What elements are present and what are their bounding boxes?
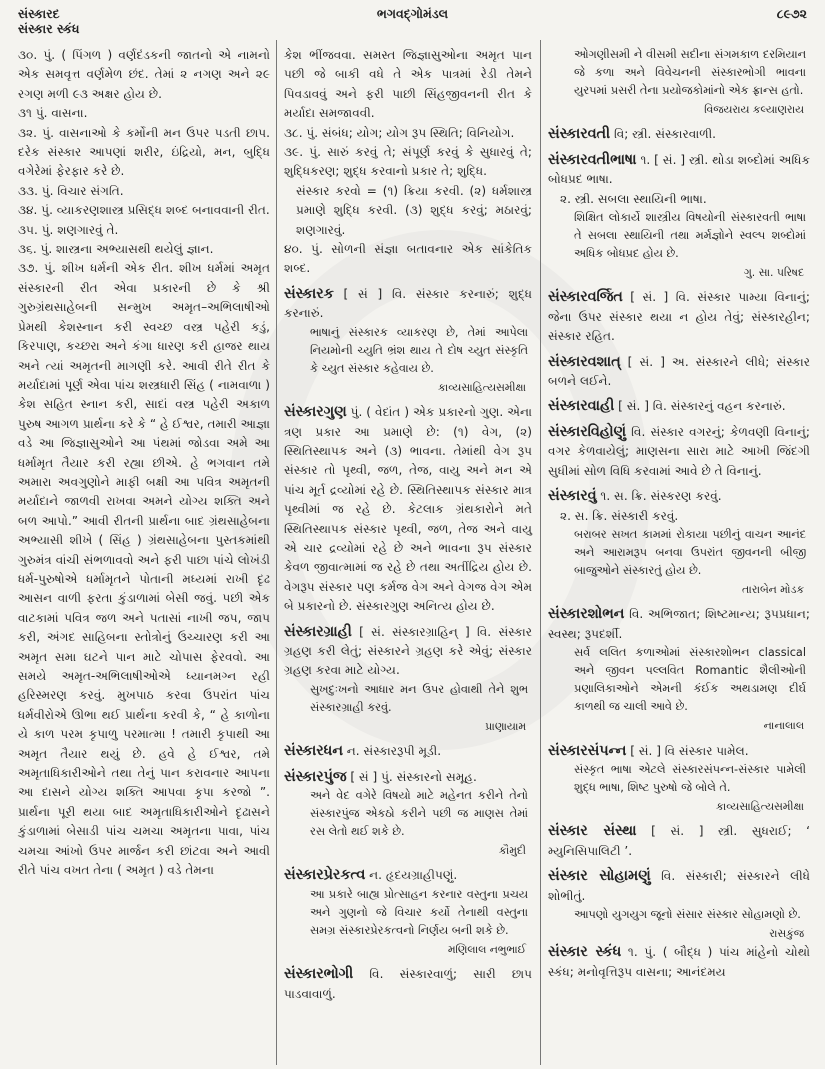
entry-sanskarvahi [548, 397, 810, 416]
quote-source: પ્રાણાયામ [485, 719, 526, 733]
entry-sanskarshobhan [548, 605, 810, 644]
definition: ૧. પું. ( બૌદ્ધ ) પાંચ માંહેનો ચોથો સ્કંધ; મનોવૃત્તિરૂપ વાસના; આનંદમય [548, 945, 811, 979]
headword: સંસ્કારક [284, 285, 334, 302]
headword: સંસ્કારવાહી [548, 398, 615, 415]
definition: [ સં. ] સ્ત્રી. સુધરાઈ; ‘ મ્યુનિસિપાલિટી ’. [548, 824, 810, 858]
sense-39: ૩૯. પું. સારું કરવું તે; સંપૂર્ણ કરવું કે સુધારવું તે; શુદ્ધિકરણ; શુદ્ધ કરવાનો પ્રકાર તે; શુદ્ધિ. [284, 145, 532, 179]
quotation: શિક્ષિત લોકાર્યે શાસ્ત્રીય વિષયોની સંસ્કારવતી ભાષા તે સબલા સ્થાયિની તથા મર્મજ્ઞોને સ્વલ્પ શબ્દોમાં અધિક બોધપ્રદ હોય છે. [574, 211, 806, 261]
headword: સંસ્કારવતી [548, 126, 611, 143]
quotation: સુખદુઃખનો આધાર મન ઉપર હોવાથી તેને શુભ સંસ્કારગ્રાહી કરવું. [310, 682, 528, 714]
quote-source: વિજયરાય કલ્યાણરાય [704, 103, 804, 116]
headword: સંસ્કારવું [548, 488, 597, 505]
entry-sanskargrahi [284, 623, 532, 681]
headword: સંસ્કારપ્રેરકત્વ [284, 867, 366, 884]
quotation: ઓગણીસમી ને વીસમી સદીના સંગમકાળ દરમિયાન જે કળા અને વિવેચનની સંસ્કારભોગી ભાવના યુરપમાં પ્રસરી તેના પ્રયોજકોમાંનો એક ફ્રાન્સ હતો. [574, 48, 806, 97]
entry-sanskarprerakatva [284, 866, 532, 885]
headword: સંસ્કારગુણ [284, 404, 347, 421]
entry-sanskar-sohamanu [548, 867, 810, 906]
headword: સંસ્કારવશાત્ [548, 353, 621, 370]
quote-source: ગુ. સા. પરિષદ [743, 266, 804, 280]
definition: [ સં. સંસ્કારગ્રાહિન્ ] વિ. સંસ્કાર ગ્રહણ કરી લેતું; સંસ્કારને ગ્રહણ કરે એવું; સંસ્કાર ગ્રહણ કરવા માટે યોગ્ય. [284, 624, 532, 678]
headword: સંસ્કાર સંસ્થા [548, 823, 637, 840]
definition: [ સં ] વિ. સંસ્કાર કરનારું; શુદ્ધ કરનારું. [284, 286, 532, 321]
definition: વિ; સ્ત્રી. સંસ્કારવાળી. [613, 127, 717, 142]
entry-sanskarguna [284, 403, 532, 616]
entry-sanskarbhogi [284, 965, 532, 1004]
headword: સંસ્કારપુંજ [284, 768, 347, 785]
entry-sanskarvu [548, 487, 810, 506]
entry-sanskarpunj [284, 768, 532, 787]
sense-35: ૩૫. પું. શણગારવું તે. [18, 222, 119, 237]
sense-34: ૩૪. પું. વ્યાકરણશાસ્ત્ર પ્રસિદ્ધ શબ્દ બનાવવાની રીત. [18, 203, 270, 218]
definition: વિ. સંસ્કારી; સંસ્કારને લીધે શોભીતું. [548, 869, 810, 903]
sense-36: ૩૬. પું. શાસ્ત્રના અભ્યાસથી થયેલું જ્ઞાન. [18, 242, 214, 257]
definition: [ સં. ] વિ. સંસ્કારનું વહન કરનારું. [618, 399, 786, 414]
entry-sanskar-sanstha [548, 822, 810, 861]
definition: ૧. સ. ક્રિ. સંસ્કરણ કરવું. [600, 489, 722, 504]
quote-source: કાવ્યસાહિત્યસમીક્ષા [715, 799, 804, 813]
entry-sanskardhan [284, 742, 532, 761]
page-number: ૮૯૭૨ [776, 6, 807, 21]
definition-2: ૨. સ્ત્રી. સબલા સ્થાયિની ભાષા. [560, 191, 707, 206]
entry-sanskarak [284, 285, 532, 324]
sense-32: ૩૨. પું. વાસનાઓ કે કર્મોની મન ઉપર પડતી છાપ. દરેક સંસ્કાર આપણાં શરીર, ઇંદ્રિયો, મન, બુદ્ધિ વગેરેમાં ફેરફાર કરે છે. [18, 125, 270, 179]
headword: સંસ્કારવર્જિત [548, 289, 623, 306]
quote-source: તારાબેન મોડક [741, 582, 804, 596]
column-divider [276, 40, 277, 1065]
guide-word-bottom: સંસ્કાર સ્કંધ [18, 21, 80, 36]
definition-2: ૨. સ. ક્રિ. સંસ્કારી કરવું. [560, 508, 679, 523]
entry-sanskarvihonu [548, 423, 810, 481]
headword: સંસ્કારધન [284, 743, 343, 760]
quotation: ભાષાનું સંસ્કારક વ્યાકરણ છે, તેમાં આપેલા નિયમોની ચ્યુતિ ભ્રંશ થાય તે દોષ ચ્યુત સંસ્કૃતિ કે ચ્યુત સંસ્કાર કહેવાય છે. [310, 325, 528, 375]
quote-source: રાસકુંજ [769, 926, 804, 940]
entry-sanskarvarjit [548, 288, 810, 346]
sense-39-idiom: સંસ્કાર કરવો = (૧) ક્રિયા કરવી. (૨) ધર્મશાસ્ત્ર પ્રમાણે શુદ્ધિ કરવી. (૩) શુદ્ધ કરવું; મઠારવું; શણગારવું. [296, 183, 532, 237]
sense-37: ૩૭. પું. શીખ ધર્મની એક રીત. શીખ ધર્મમાં અમૃત સંસ્કારની રીત એવા પ્રકારની છે કે શ્રી ગુરુગ્રંથસાહેબની સન્મુખ અમૃત–અભિલાષીઓ પ્રેમથી કેશસ્નાન કરી સ્વચ્છ વસ્ત્ર પહેરી કડું, કિરપાણ, કચ્છરા અને કંગા ધારણ કરી હાજર થાય અને ત્યાં અમૃતની માગણી કરે. આવી રીતે રીત કે મર્યાદામાં પૂર્ણ એવા પાંચ શસ્ત્રધારી સિંહ ( નામવાળા ) કેશ સહિત સ્નાન કરી, સાદાં વસ્ત્ર પહેરી અકાળ પુરુષ આગળ પ્રાર્થના કરે કે “ હે ઈશ્વર, તમારી આજ્ઞા વડે આ જિજ્ઞાસુઓને આ પંથમાં જોડવા અમે આ ધર્મામૃત તૈયાર કરી રહ્યા છીએ. હે ભગવાન તમે અમારા અવગુણોને માફી બક્ષી આ પવિત્ર અમૃતની મર્યાદાને જાળવી રાખવા અમને યોગ્ય શક્તિ અને બળ આપો.” આવી રીતની પ્રાર્થના બાદ ગ્રંથસાહેબના અભ્યાસી શીખે ( સિંહ ) ગ્રંથસાહેબના પુસ્તકમાંથી ગુરુમંત્ર વાંચી સંભળાવવો અને ફરી પાછા પાંચે લોખંડી ધર્મ-પુરુષોએ ધર્મામૃતને પોતાની મધ્યમાં રાખી દૃઢ આસન વાળી ફરતા કુંડાળામાં બેસી જવું. પછી એક વાટકામાં પવિત્ર જળ અને પતાસાં નાખી જપ, જાપ કરી, અંગદ સાહિબના સ્તોત્રોનું ઉચ્ચારણ કરી આ અમૃત સમા ઘટને પાન માટે ચોપાસ ફેરવવો. આ સમયે અમૃત-અભિલાષીઓએ ધ્યાનમગ્ન રહી હરિસ્મરણ કરવું. મુખપાઠ કરવા ઉપરાંત પાંચ ધર્મવીરોએ ઊભા થઈ પ્રાર્થના કરવી કે, “ હે કાળોના યે કાળ પરમ કૃપાળુ પરમાત્મા ! તમારી કૃપાથી આ અમૃત તૈયાર થયું છે. હવે હે ઈશ્વર, તમે અમૃતાધિકારીઓને તથા તેનું પાન કરાવનાર આપના આ દાસને યોગ્ય શક્તિ આપવા કૃપા કરજો ”. પ્રાર્થના પૂરી થયા બાદ અમૃતાધિકારીઓને દૃઢાસને કુંડાળામાં બેસાડી પાંચ ચમચા અમૃતના પાવા, પાંચ ચમચા આંખો ઉપર માર્જન કરી છાંટવા અને આવી રીતે પાંચ વખત તેના ( અમૃત ) વડે તેમના [18, 261, 270, 878]
guide-word-top: સંસ્કારદ [18, 6, 60, 21]
entry-sanskarvatibhasha [548, 151, 810, 190]
column-middle [284, 46, 532, 1004]
definition: [ સં ] પું. સંસ્કારનો સમૂહ. [350, 769, 477, 784]
headword: સંસ્કાર સ્કંધ [548, 944, 622, 961]
quotation: બરાબર સખત કામમાં રોકાયા પછીનું વાચન આનંદ અને આરામરૂપ બનવા ઉપરાંત જીવનની બીજી બાજુઓને સંસ્કારતું હોય છે. [574, 527, 806, 577]
quotation: અને વેદ વગેરે વિષયો માટે મહેનત કરીને તેનો સંસ્કારપુંજ એકઠો કરીને પછી જ માણસ તેમાં રસ લેતો થઈ શકે છે. [310, 789, 528, 838]
sense-38: ૩૮. પું. સંબંધ; યોગ; યોગ રૂપ સ્થિતિ; વિનિયોગ. [284, 125, 515, 140]
quotation: સંસ્કૃત ભાષા એટલે સંસ્કારસંપન્ન-સંસ્કાર પામેલી શુદ્ધ ભાષા, શિષ્ટ પુરુષો જે બોલે તે. [574, 762, 806, 794]
entry-sanskar-skandh [548, 943, 810, 982]
headword: સંસ્કારવતીભાષા [548, 151, 637, 168]
definition: વિ. સંસ્કાર વગરનું; કેળવણી વિનાનું; વગર કેળવાયેલું; માણસના સારા માટે આખી જિંદગી સુધીમાં સોળ વિધિ કરવામાં આવે છે તે વિનાનું. [548, 424, 810, 478]
sense-33: ૩૩. પું. વિચાર સંગતિ. [18, 183, 124, 198]
entry-sanskarvashat [548, 353, 810, 392]
definition: વિ. સંસ્કારવાળું; સારી છાપ પાડવાવાળું. [284, 967, 532, 1001]
headword: સંસ્કારગ્રાહી [284, 623, 352, 640]
quote-source: કૌમુદી [498, 844, 526, 857]
headword: સંસ્કારસંપન્ન [548, 742, 627, 759]
quotation: આપણો યુગયુગ જૂનો સંસાર સંસ્કાર સોહામણો છે. [574, 907, 801, 921]
definition: પું. ( વેદાંત ) એક પ્રકારનો ગુણ. એના ત્રણ પ્રકાર આ પ્રમાણે છે: (૧) વેગ, (૨) સ્થિતિસ્થાપક અને (૩) ભાવના. તેમાંથી વેગ રૂપ સંસ્કાર તો પૃથ્વી, જળ, તેજ, વાયુ અને મન એ પાંચ મૂર્ત દ્રવ્યોમાં રહે છે. સ્થિતિસ્થાપક સંસ્કાર માત્ર પૃથ્વીમાં જ રહે છે. કેટલાક ગ્રંથકારોને મતે સ્થિતિસ્થાપક સંસ્કાર પૃથ્વી, જળ, તેજ અને વાયુ એ ચાર દ્રવ્યોમાં રહે છે અને ભાવના રૂપ સંસ્કાર કેવળ જીવાત્મામાં જ રહે છે તથા અતીંદ્રિય હોય છે. વેગરૂપ સંસ્કાર પણ કર્મજ વેગ અને વેગજ વેગ એમ બે પ્રકારનો છે. સંસ્કારગુણ અનિત્ય હોય છે. [284, 405, 532, 614]
definition: [ સં. ] વિ સંસ્કાર પામેલ. [630, 743, 749, 758]
quote-source: મણિલાલ નભુભાઈ [447, 942, 526, 956]
column-left [18, 46, 270, 880]
column-right [548, 46, 810, 982]
quotation: સર્વ લલિત કળાઓમાં સંસ્કારશોભન classical અને જીવન પલ્લવિત Romantic શૈલીઓની પ્રણાલિકાઓને એમની કંઈક અથડામણ દીર્ઘ કાળથી જ ચાલી આવે છે. [574, 646, 806, 714]
sense-31: ૩૧ પું. વાસના. [18, 106, 88, 121]
continued-text: કેશ ભીંજવવા. સમસ્ત જિજ્ઞાસુઓના અમૃત પાન પછી જે બાકી વધે તે એક પાત્રમાં રેડી તેમને પિવડાવવું અને ફરી પાછી સિંહજીવનની રીત કે મર્યાદા સમજાવવી. [284, 48, 532, 121]
book-title: ભગવદ્ગોમંડલ [376, 6, 449, 21]
sense-40: ૪૦. પું. સોળની સંજ્ઞા બતાવનાર એક સાંકેતિક શબ્દ. [284, 242, 532, 276]
definition: વિ. અભિજાત; શિષ્ટમાન્ય; રૂપપ્રધાન; સ્વસ્થ; રૂપદર્શી. [548, 607, 810, 641]
definition: ન. હૃદયગ્રાહીપણું. [369, 868, 458, 883]
sense-30: ૩૦. પું. ( પિંગળ ) વર્ણદંડકની જાતનો એ નામનો એક સમવૃત્ત વર્ણમેળ છંદ. તેમાં ૨ નગણ અને ૨૯ રગણ મળી ૯૩ અક્ષર હોય છે. [18, 48, 270, 101]
entry-sanskarsampanna [548, 742, 810, 761]
headword: સંસ્કારવિહોણું [548, 423, 626, 440]
definition: [ સં. ] અ. સંસ્કારને લીધે; સંસ્કાર બળને લઈને. [548, 354, 810, 389]
definition: ન. સંસ્કારરૂપી મૂડી. [346, 744, 442, 759]
headword: સંસ્કારશોભન [548, 606, 625, 623]
headword: સંસ્કાર સોહામણું [548, 868, 651, 885]
page-header [18, 6, 807, 42]
definition: [ સં. ] વિ. સંસ્કાર પામ્યા વિનાનું; જેના ઉપર સંસ્કાર થયા ન હોય તેવું; સંસ્કારહીન; સંસ્કાર રહિત. [548, 290, 810, 344]
column-divider [540, 40, 541, 1065]
quotation: આ પ્રકારે બાહ્ય પ્રોત્સાહન કરનાર વસ્તુના પ્રચય અને ગુણનો જે વિચાર કર્યો તેનાથી વસ્તુના સમગ્ર સંસ્કારપ્રેરકત્વનો નિર્ણય બની શકે છે. [310, 887, 528, 937]
entry-sanskarvati [548, 125, 810, 144]
definition: ૧. [ સં. ] સ્ત્રી. થોડા શબ્દોમાં અધિક બોધપ્રદ ભાષા. [548, 152, 810, 187]
quote-source: કાવ્યસાહિત્યસમીક્ષા [437, 380, 526, 394]
quote-source: નાનાલાલ [763, 719, 804, 733]
headword: સંસ્કારભોગી [284, 966, 354, 983]
